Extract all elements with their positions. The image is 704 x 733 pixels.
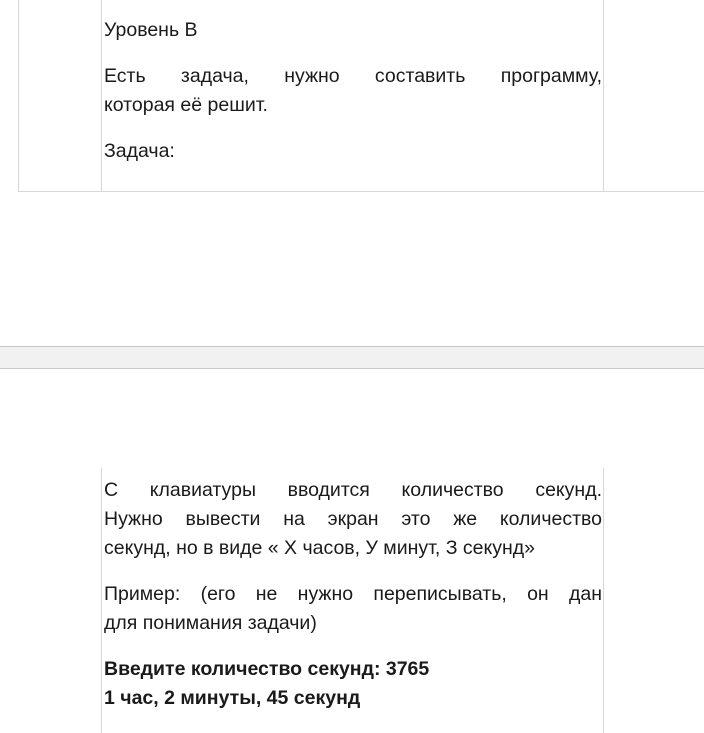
intro-line-1: Есть задача, нужно составить программу, bbox=[104, 65, 602, 87]
example-output-line: 1 час, 2 минуты, 45 секунд bbox=[104, 687, 361, 709]
example-input-line: Введите количество секунд: 3765 bbox=[104, 658, 430, 680]
example-line-1: Пример: (его не нужно переписывать, он дан bbox=[104, 583, 602, 605]
document-page-1 bbox=[0, 0, 704, 346]
desc-line-1: С клавиатуры вводится количество секунд. bbox=[104, 479, 602, 501]
task-label: Задача: bbox=[104, 140, 175, 162]
page-separator bbox=[0, 346, 704, 369]
intro-line-2: которая её решит. bbox=[104, 94, 268, 116]
table-border-col2 bbox=[603, 0, 604, 192]
table-border-col1 bbox=[101, 468, 102, 733]
task-description-cell bbox=[104, 476, 602, 713]
task-cell bbox=[104, 16, 602, 166]
level-title: Уровень В bbox=[104, 19, 198, 41]
table-border-bottom bbox=[18, 191, 704, 192]
desc-line-3: секунд, но в виде « Х часов, У минут, З секунд» bbox=[104, 537, 535, 559]
document-page-2 bbox=[0, 369, 704, 733]
example-line-2: для понимания задачи) bbox=[104, 612, 317, 634]
desc-line-2: Нужно вывести на экран это же количество bbox=[104, 508, 602, 530]
table-border-left bbox=[18, 0, 19, 192]
table-border-col2 bbox=[603, 468, 604, 733]
table-border-col1 bbox=[101, 0, 102, 192]
